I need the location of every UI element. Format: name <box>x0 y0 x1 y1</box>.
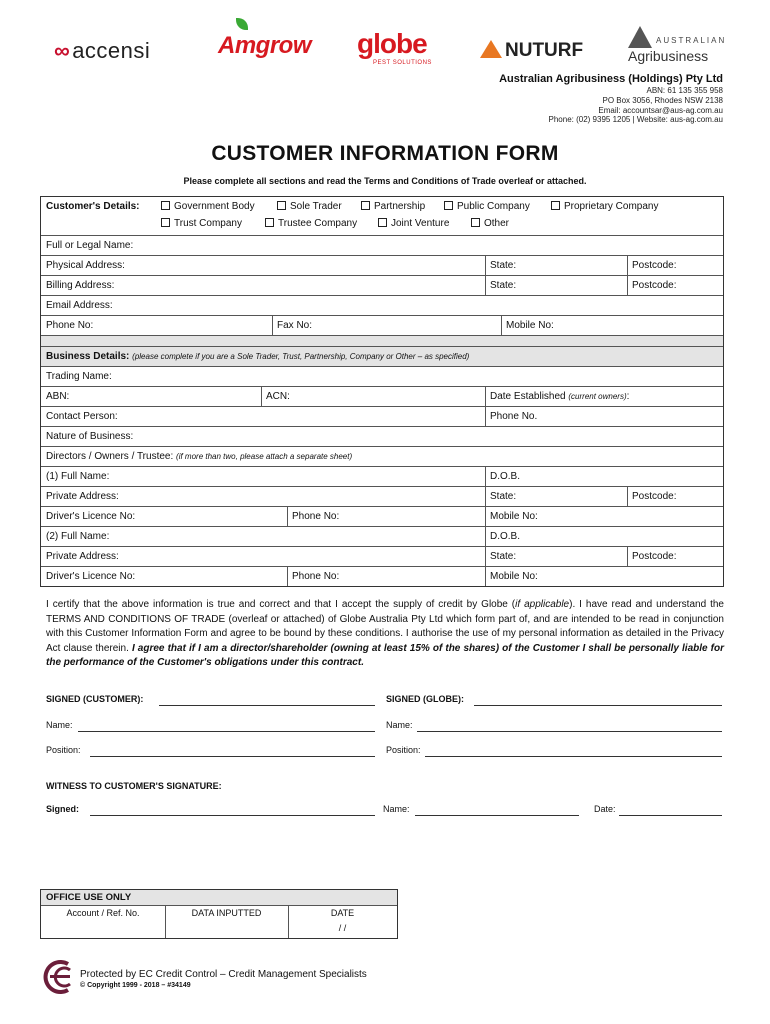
director-1-licence-label: Driver's Licence No: <box>46 511 136 522</box>
office-date-label: DATE <box>330 908 355 918</box>
company-contact-block <box>549 86 723 125</box>
customer-details-label: Customer's Details: <box>46 201 140 212</box>
certify-text-1: I certify that the above information is true and correct and that I accept the supply of credit by Globe ( <box>46 599 516 610</box>
agri-logo-bottom: Agribusiness <box>628 48 709 64</box>
director-2-name-row[interactable] <box>41 527 723 547</box>
certify-italic: if applicable <box>515 599 570 610</box>
nature-of-business-label: Nature of Business: <box>46 431 134 442</box>
checkbox-icon[interactable] <box>471 218 480 227</box>
director-2-licence-row[interactable] <box>41 567 723 586</box>
globe-name-line[interactable] <box>417 731 722 732</box>
company-name: Australian Agribusiness (Holdings) Pty Ltd <box>499 73 723 85</box>
trading-name-row[interactable] <box>41 367 723 387</box>
nuturf-logo-text: NUTURF <box>505 40 584 61</box>
globe-position-label: Position: <box>386 745 421 755</box>
witness-name-label: Name: <box>383 804 410 814</box>
checkbox-icon[interactable] <box>444 201 453 210</box>
director-2-address-label: Private Address: <box>46 551 119 562</box>
checkbox-trustee-company[interactable] <box>265 218 357 229</box>
signed-globe-label: SIGNED (GLOBE): <box>386 694 464 704</box>
director-1-mobile-label: Mobile No: <box>490 511 538 522</box>
trading-name-label: Trading Name: <box>46 371 112 382</box>
checkbox-icon[interactable] <box>551 201 560 210</box>
ec-credit-control-logo-icon <box>40 960 74 994</box>
director-2-name-label: (2) Full Name: <box>46 531 110 542</box>
business-phone-label: Phone No. <box>490 411 538 422</box>
checkbox-sole-trader[interactable] <box>277 201 342 212</box>
footer-copyright: © Copyright 1999 - 2018 – #34149 <box>80 982 191 989</box>
customer-position-line[interactable] <box>90 756 375 757</box>
director-2-phone-label: Phone No: <box>292 571 340 582</box>
office-use-title: OFFICE USE ONLY <box>46 892 132 903</box>
checkbox-icon[interactable] <box>277 201 286 210</box>
director-2-state-label: State: <box>490 551 517 562</box>
checkbox-joint-venture[interactable] <box>378 218 449 229</box>
date-established-label <box>485 387 629 406</box>
full-legal-name-row[interactable] <box>41 236 723 256</box>
full-legal-name-label: Full or Legal Name: <box>46 240 134 251</box>
form-title: CUSTOMER INFORMATION FORM <box>211 142 559 165</box>
physical-state-label: State: <box>490 260 517 271</box>
checkbox-icon[interactable] <box>378 218 387 227</box>
option-label: Government Body <box>174 201 255 212</box>
checkbox-public-company[interactable] <box>444 201 530 212</box>
checkbox-government-body[interactable] <box>161 201 255 212</box>
checkbox-other[interactable] <box>471 218 509 229</box>
physical-address-row[interactable] <box>41 256 723 276</box>
office-data-inputted-label: DATA INPUTTED <box>191 908 262 918</box>
certify-bold-clause: I agree that if I am a director/shareholder (owning at least 15% of the shares) of the Customer I shall be personally liable for the performance of the Customer's obligations under this contract. <box>46 642 724 668</box>
director-1-dob-label: D.O.B. <box>490 471 521 482</box>
accensi-mark-icon: ∞ <box>54 38 71 63</box>
checkbox-icon[interactable] <box>265 218 274 227</box>
phone-label: Phone No: <box>46 320 94 331</box>
certification-paragraph <box>46 598 724 671</box>
checkbox-trust-company[interactable] <box>161 218 242 229</box>
physical-address-label: Physical Address: <box>46 260 125 271</box>
company-email: Email: accountsar@aus-ag.com.au <box>598 105 723 115</box>
billing-postcode-label: Postcode: <box>632 280 677 291</box>
checkbox-proprietary-company[interactable] <box>551 201 658 212</box>
contact-person-label: Contact Person: <box>46 411 118 422</box>
abn-acn-row[interactable] <box>41 387 723 407</box>
agri-triangle-icon <box>628 26 652 48</box>
nuturf-mountain-icon <box>480 40 502 58</box>
business-details-label: Business Details: <box>46 351 130 362</box>
email-address-label: Email Address: <box>46 300 113 311</box>
customer-form-table <box>40 196 724 587</box>
option-label: Proprietary Company <box>564 201 659 212</box>
director-1-licence-row[interactable] <box>41 507 723 527</box>
globe-position-line[interactable] <box>425 756 722 757</box>
witness-date-line[interactable] <box>619 815 722 816</box>
footer-protected-text: Protected by EC Credit Control – Credit Management Specialists <box>80 969 367 980</box>
checkbox-icon[interactable] <box>161 201 170 210</box>
globe-logo-text: globe <box>357 28 427 59</box>
signed-globe-line[interactable] <box>474 705 722 706</box>
director-2-mobile-label: Mobile No: <box>490 571 538 582</box>
customer-name-line[interactable] <box>78 731 375 732</box>
business-details-header <box>41 347 723 367</box>
contact-person-row[interactable] <box>41 407 723 427</box>
fax-label: Fax No: <box>277 320 313 331</box>
director-2-address-row[interactable] <box>41 547 723 567</box>
checkbox-icon[interactable] <box>161 218 170 227</box>
email-address-row[interactable] <box>41 296 723 316</box>
customer-name-label: Name: <box>46 720 73 730</box>
amgrow-logo-text: Amgrow <box>218 32 311 59</box>
directors-label: Directors / Owners / Trustee: <box>46 451 174 462</box>
office-use-header <box>41 890 397 906</box>
billing-address-label: Billing Address: <box>46 280 115 291</box>
accensi-logo <box>54 38 150 64</box>
business-details-heading <box>41 347 469 366</box>
director-1-address-row[interactable] <box>41 487 723 507</box>
option-label: Trustee Company <box>278 218 358 229</box>
directors-row <box>41 447 723 467</box>
witness-signed-line[interactable] <box>90 815 375 816</box>
option-label: Sole Trader <box>290 201 342 212</box>
director-1-state-label: State: <box>490 491 517 502</box>
witness-signed-label: Signed: <box>46 804 79 814</box>
company-abn: ABN: 61 135 355 958 <box>646 86 723 95</box>
option-label: Joint Venture <box>391 218 450 229</box>
company-phone-web: Phone: (02) 9395 1205 | Website: aus-ag.com.au <box>548 115 723 125</box>
phone-fax-mobile-row[interactable] <box>41 316 723 336</box>
agri-logo-top: AUSTRALIAN <box>656 36 727 45</box>
certify-text-2: ). I have read and understand the TERMS AND CONDITIONS OF TRADE (overleaf or attached) of Globe Australia Pty Ltd which form part of, and are intended to be read in conjunction with this Customer Information Form and agree to be bound by these conditions. I authorise the use of my personal information as detailed in the Privacy Act clause therein. <box>46 599 724 654</box>
director-2-postcode-label: Postcode: <box>632 551 677 562</box>
option-label: Partnership <box>374 201 426 212</box>
office-date-slashes[interactable]: / / <box>338 923 347 933</box>
checkbox-icon[interactable] <box>361 201 370 210</box>
abn-label: ABN: <box>46 391 70 402</box>
director-2-licence-label: Driver's Licence No: <box>46 571 136 582</box>
mobile-label: Mobile No: <box>506 320 554 331</box>
section-spacer <box>41 336 723 347</box>
witness-name-line[interactable] <box>415 815 579 816</box>
option-label: Public Company <box>457 201 530 212</box>
date-established-text: Date Established <box>490 391 566 402</box>
customer-type-row <box>41 197 723 236</box>
witness-date-label: Date: <box>594 804 616 814</box>
office-account-label: Account / Ref. No. <box>66 908 140 918</box>
option-label: Other <box>484 218 510 229</box>
billing-state-label: State: <box>490 280 517 291</box>
date-established-colon: : <box>626 391 630 402</box>
director-1-address-label: Private Address: <box>46 491 119 502</box>
acn-label: ACN: <box>266 391 290 402</box>
director-1-postcode-label: Postcode: <box>632 491 677 502</box>
director-2-dob-label: D.O.B. <box>490 531 521 542</box>
option-label: Trust Company <box>174 218 242 229</box>
globe-logo-subtext: PEST SOLUTIONS <box>373 60 432 66</box>
amgrow-logo <box>218 32 311 60</box>
directors-heading <box>41 447 352 466</box>
director-1-name-row[interactable] <box>41 467 723 487</box>
form-instructions: Please complete all sections and read the Terms and Conditions of Trade overleaf or attached. <box>183 176 587 186</box>
business-details-note: (please complete if you are a Sole Trader, Trust, Partnership, Company or Other – as specified) <box>132 352 470 361</box>
nuturf-logo <box>480 40 583 62</box>
director-1-phone-label: Phone No: <box>292 511 340 522</box>
customer-position-label: Position: <box>46 745 81 755</box>
office-use-box <box>40 889 398 939</box>
signed-customer-label: SIGNED (CUSTOMER): <box>46 694 144 704</box>
physical-postcode-label: Postcode: <box>632 260 677 271</box>
nature-of-business-row[interactable] <box>41 427 723 447</box>
globe-logo <box>357 28 432 66</box>
globe-name-label: Name: <box>386 720 413 730</box>
director-1-name-label: (1) Full Name: <box>46 471 110 482</box>
checkbox-partnership[interactable] <box>361 201 425 212</box>
leaf-icon <box>236 18 248 30</box>
witness-heading: WITNESS TO CUSTOMER'S SIGNATURE: <box>46 781 222 791</box>
company-po-box: PO Box 3056, Rhodes NSW 2138 <box>602 95 723 105</box>
date-established-note: (current owners) <box>568 392 627 401</box>
accensi-logo-text: accensi <box>72 38 151 63</box>
directors-note: (if more than two, please attach a separate sheet) <box>176 452 353 461</box>
billing-address-row[interactable] <box>41 276 723 296</box>
signed-customer-line[interactable] <box>159 705 375 706</box>
